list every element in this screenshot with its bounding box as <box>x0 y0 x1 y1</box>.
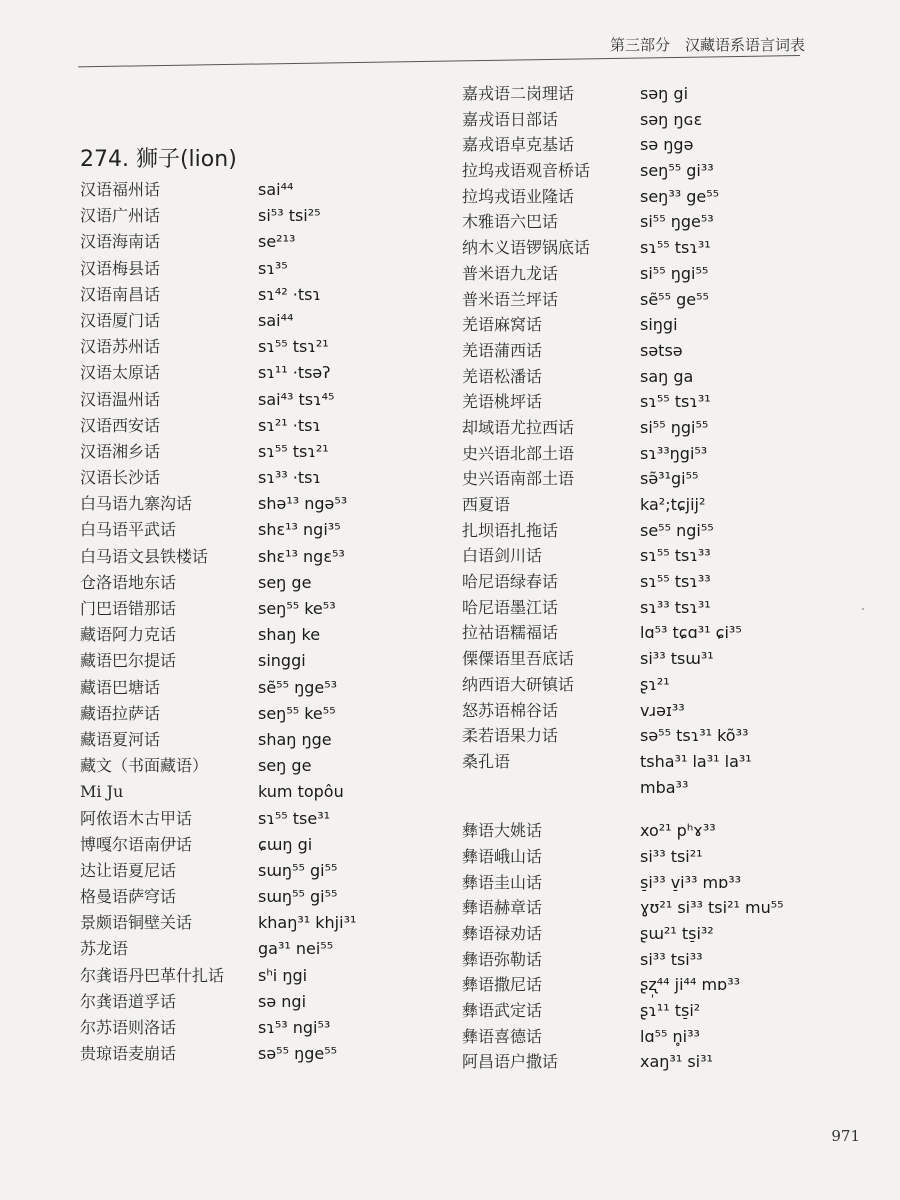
language-name: 博嘎尔语南伊话 <box>80 834 193 854</box>
language-name: 扎坝语扎拖话 <box>462 520 559 540</box>
word-form: kum topôu <box>258 782 344 802</box>
word-form: shə¹³ ngə⁵³ <box>258 494 348 514</box>
word-row <box>80 178 356 204</box>
word-row <box>462 108 784 134</box>
word-form: sɿ³³ ·tsɿ <box>258 468 321 488</box>
word-form: se⁵⁵ ngi⁵⁵ <box>640 520 714 540</box>
word-row <box>80 1016 356 1042</box>
language-name: 西夏语 <box>462 495 511 514</box>
language-name: 汉语福州话 <box>80 180 161 199</box>
word-form: xaŋ³¹ si³¹ <box>640 1052 713 1072</box>
word-row <box>462 133 784 159</box>
word-row <box>462 365 784 391</box>
word-row <box>462 442 784 468</box>
word-form: sətsə <box>640 340 683 360</box>
word-form: tsha³¹ la³¹ la³¹ <box>640 751 752 771</box>
word-form: sɿ⁵⁵ tse³¹ <box>258 808 331 828</box>
language-name: 苏龙语 <box>80 939 129 959</box>
word-form: seŋ³³ ge⁵⁵ <box>640 186 720 206</box>
word-row <box>462 493 784 519</box>
word-row <box>462 288 784 314</box>
word-form: ɕɯŋ gi <box>258 834 313 854</box>
word-form: singgi <box>258 651 306 671</box>
word-row <box>80 335 356 361</box>
right-column <box>462 82 784 1076</box>
word-row <box>80 911 356 937</box>
word-row <box>462 467 784 493</box>
language-name: 白马语九寨沟话 <box>80 494 193 514</box>
page-number: 971 <box>831 1127 860 1145</box>
word-form: si⁵⁵ ŋgi⁵⁵ <box>640 263 709 283</box>
word-form: ka²;tɕjij² <box>640 495 706 514</box>
word-form: si⁵⁵ ŋge⁵³ <box>640 212 714 232</box>
word-form: sẽ⁵⁵ ŋge⁵³ <box>258 677 338 697</box>
language-name: 藏语夏河话 <box>80 729 161 749</box>
word-row <box>80 807 356 833</box>
language-name: 汉语厦门话 <box>80 310 161 330</box>
language-name: 史兴语北部土语 <box>462 443 575 463</box>
entry-title: 274. 狮子(lion) <box>80 147 237 172</box>
word-form: si⁵⁵ ŋgi⁵⁵ <box>640 417 709 437</box>
word-form: sɿ³⁵ <box>258 258 288 278</box>
language-name: 汉语南昌话 <box>80 284 161 304</box>
word-form: sɿ⁵⁵ tsɿ²¹ <box>258 441 329 461</box>
word-row <box>462 236 784 262</box>
language-name: 傈僳语里吾底话 <box>462 649 575 669</box>
language-name: 彝语赫章话 <box>462 898 543 918</box>
word-row <box>80 492 356 518</box>
language-name: 彝语武定话 <box>462 1001 543 1021</box>
word-row <box>80 964 356 990</box>
word-row <box>462 999 784 1025</box>
language-name: 白语剑川话 <box>462 546 543 566</box>
word-row <box>80 230 356 256</box>
word-form: sɿ⁵⁵ tsɿ³³ <box>640 546 711 566</box>
running-header: 第三部分 汉藏语系语言词表 <box>609 36 805 54</box>
word-row <box>80 702 356 728</box>
word-form: sai⁴³ tsɿ⁴⁵ <box>258 389 335 409</box>
language-name: 贵琼语麦崩话 <box>80 1044 177 1064</box>
language-name: 嘉戎语卓克基话 <box>462 135 575 155</box>
word-form: saŋ ga <box>640 366 694 386</box>
word-form: seŋ⁵⁵ ke⁵³ <box>258 599 336 618</box>
language-name: 嘉戎语二岗理话 <box>462 84 575 103</box>
word-row <box>462 570 784 596</box>
word-form: sɿ⁵⁵ tsɿ²¹ <box>258 337 329 357</box>
language-name: 阿侬语木古甲话 <box>80 808 193 828</box>
word-row <box>462 647 784 673</box>
word-row <box>462 185 784 211</box>
language-name: 白马语平武话 <box>80 520 177 540</box>
language-name: 景颇语铜壁关话 <box>80 913 193 933</box>
left-column <box>80 178 356 1068</box>
word-form: sai⁴⁴ <box>258 180 294 199</box>
word-form: lɑ⁵⁵ n̥i³³ <box>640 1026 700 1046</box>
language-name: 哈尼语绿春话 <box>462 572 559 592</box>
language-name: 汉语广州话 <box>80 206 161 226</box>
language-name: 汉语温州话 <box>80 389 161 409</box>
word-form: sɿ³³ tsɿ³¹ <box>640 597 711 617</box>
language-name: 彝语撒尼话 <box>462 975 543 995</box>
language-name: 藏文（书面藏语） <box>80 756 209 776</box>
word-form: si³³ tsi²¹ <box>640 846 703 866</box>
word-form: sə̃³¹gi⁵⁵ <box>640 469 699 489</box>
word-form: seŋ⁵⁵ ke⁵⁵ <box>258 703 336 723</box>
word-row <box>462 416 784 442</box>
word-row <box>80 1042 356 1068</box>
word-row <box>462 948 784 974</box>
word-row <box>462 896 784 922</box>
word-form: sʰi ŋgi <box>258 965 308 985</box>
language-name: 藏语阿力克话 <box>80 625 177 645</box>
language-name: 汉语西安话 <box>80 415 161 435</box>
word-form: sɿ¹¹ ·tsəʔ <box>258 363 331 383</box>
word-row <box>462 82 784 108</box>
language-name: 尔龚语丹巴革什扎话 <box>80 965 225 985</box>
language-name: 格曼语萨穹话 <box>80 887 177 907</box>
language-name: 藏语拉萨话 <box>80 703 161 723</box>
word-row <box>462 262 784 288</box>
word-form: shɛ¹³ ngi³⁵ <box>258 520 341 540</box>
word-form: sɿ⁵⁵ tsɿ³¹ <box>640 238 711 258</box>
language-name: 藏语巴塘话 <box>80 677 161 697</box>
word-form: se²¹³ <box>258 232 296 252</box>
word-form: sai⁴⁴ <box>258 310 294 330</box>
word-row <box>80 545 356 571</box>
word-row <box>80 414 356 440</box>
language-name: 木雅语六巴话 <box>462 212 559 232</box>
language-name: 彝语峨山话 <box>462 846 543 866</box>
word-row <box>462 1050 784 1076</box>
language-name: 尔苏语则洛话 <box>80 1018 177 1037</box>
word-form: sẽ⁵⁵ ge⁵⁵ <box>640 289 709 309</box>
word-form: si⁵³ tsi²⁵ <box>258 206 321 226</box>
language-name: 哈尼语墨江话 <box>462 597 559 617</box>
word-row <box>462 313 784 339</box>
word-row <box>462 871 784 897</box>
word-row <box>80 571 356 597</box>
language-name: 彝语大姚话 <box>462 821 543 841</box>
word-form: vɹəɪ³³ <box>640 700 685 720</box>
word-row <box>462 845 784 871</box>
word-row <box>462 819 784 845</box>
word-row <box>462 390 784 416</box>
language-name: 普米语九龙话 <box>462 263 559 283</box>
language-name: 白马语文县铁楼话 <box>80 546 209 566</box>
word-row <box>462 1025 784 1051</box>
language-name: 汉语长沙话 <box>80 468 161 488</box>
word-row <box>80 754 356 780</box>
language-name: Mi Ju <box>80 782 124 802</box>
word-row <box>80 388 356 414</box>
language-name: 彝语喜德话 <box>462 1026 543 1046</box>
word-form: seŋ⁵⁵ gi³³ <box>640 161 714 181</box>
language-name: 尔龚语道孚话 <box>80 991 177 1011</box>
language-name: 纳西语大研镇话 <box>462 674 575 694</box>
language-name: 羌语麻窝话 <box>462 315 543 335</box>
word-row <box>462 544 784 570</box>
language-name: 拉坞戎语观音桥话 <box>462 161 591 181</box>
word-form: siŋgi <box>640 315 678 335</box>
word-row <box>80 283 356 309</box>
language-name: 史兴语南部土语 <box>462 469 575 489</box>
word-row <box>462 159 784 185</box>
word-form: si³³ tsɯ³¹ <box>640 649 714 669</box>
language-name: 汉语海南话 <box>80 232 161 252</box>
word-row <box>462 724 784 750</box>
word-form: sɿ²¹ ·tsɿ <box>258 415 321 435</box>
word-form: ɣʊ²¹ si³³ tsi²¹ mu⁵⁵ <box>640 898 784 918</box>
word-form: sə ŋgə <box>640 135 694 155</box>
language-name: 桑孔语 <box>462 751 511 771</box>
language-name: 羌语蒲西话 <box>462 340 543 360</box>
word-row <box>80 990 356 1016</box>
language-name: 汉语湘乡话 <box>80 441 161 461</box>
language-name: 嘉戎语日部话 <box>462 109 559 129</box>
word-form: shɛ¹³ ngɛ⁵³ <box>258 546 345 566</box>
word-form: sɯŋ⁵⁵ gi⁵⁵ <box>258 887 338 907</box>
word-row <box>462 973 784 999</box>
word-row <box>462 750 784 776</box>
group-spacer <box>462 801 784 819</box>
word-form: sə ngi <box>258 991 307 1011</box>
word-row <box>80 361 356 387</box>
word-form: səŋ gi <box>640 84 689 103</box>
word-form: sə⁵⁵ ŋge⁵⁵ <box>258 1044 338 1064</box>
word-row <box>462 621 784 647</box>
word-form: khaŋ³¹ khji³¹ <box>258 913 357 933</box>
word-form: sɿ⁴² ·tsɿ <box>258 284 321 304</box>
language-name: 汉语苏州话 <box>80 337 161 357</box>
language-name: 却域语尤拉西话 <box>462 417 575 437</box>
word-row <box>462 699 784 725</box>
word-row <box>462 596 784 622</box>
scan-speck <box>862 608 864 610</box>
word-form: shaŋ ke <box>258 625 321 645</box>
word-row <box>462 776 784 802</box>
word-row <box>462 922 784 948</box>
word-row <box>80 518 356 544</box>
word-row <box>80 204 356 230</box>
word-form: ʂɿ²¹ <box>640 674 670 694</box>
word-form: ʂʐ̩⁴⁴ ji⁴⁴ mɒ³³ <box>640 975 741 995</box>
word-row <box>80 440 356 466</box>
word-form: lɑ⁵³ tɕɑ³¹ ɕi³⁵ <box>640 623 742 643</box>
word-row <box>80 257 356 283</box>
word-form: seŋ ge <box>258 572 312 592</box>
word-row <box>80 859 356 885</box>
word-row <box>80 676 356 702</box>
word-row <box>80 649 356 675</box>
word-form: si³³ tsi³³ <box>640 949 703 969</box>
language-name: 柔若语果力话 <box>462 726 559 746</box>
word-row <box>462 673 784 699</box>
word-form: s̠i³³ v̠i³³ mɒ³³ <box>640 872 742 892</box>
word-form: səŋ ŋɢɛ <box>640 109 703 129</box>
word-row <box>80 623 356 649</box>
language-name: 仓洛语地东话 <box>80 572 177 592</box>
language-name: 彝语禄劝话 <box>462 924 543 943</box>
language-name: 门巴语错那话 <box>80 599 177 618</box>
word-form: xo²¹ pʰɤ³³ <box>640 821 716 841</box>
language-name: 汉语梅县话 <box>80 258 161 278</box>
word-form: sɿ⁵³ ngi⁵³ <box>258 1018 331 1037</box>
language-name: 达让语夏尼话 <box>80 860 177 880</box>
language-name: 阿昌语户撒话 <box>462 1052 559 1072</box>
word-form: sɿ³³ŋgi⁵³ <box>640 443 708 463</box>
word-row <box>80 728 356 754</box>
language-name: 纳木义语锣锅底话 <box>462 238 591 258</box>
word-row <box>80 833 356 859</box>
language-name: 彝语弥勒话 <box>462 949 543 969</box>
language-name: 汉语太原话 <box>80 363 161 383</box>
word-row <box>80 885 356 911</box>
word-form: sə⁵⁵ tsɿ³¹ kõ³³ <box>640 726 749 746</box>
language-name: 拉坞戎语业隆话 <box>462 186 575 206</box>
header-rule <box>78 55 800 67</box>
word-row <box>462 519 784 545</box>
language-name: 怒苏语棉谷话 <box>462 700 559 720</box>
word-row <box>462 339 784 365</box>
language-name: 羌语桃坪话 <box>462 392 543 412</box>
language-name: 拉祜语糯福话 <box>462 623 559 643</box>
word-form: sɯŋ⁵⁵ gi⁵⁵ <box>258 860 338 880</box>
word-form: ʂɿ¹¹ ts̠i² <box>640 1001 701 1021</box>
language-name: 彝语圭山话 <box>462 872 543 892</box>
word-row <box>80 937 356 963</box>
word-row <box>80 597 356 623</box>
word-form: mba³³ <box>640 777 689 797</box>
word-form: seŋ ge <box>258 756 312 776</box>
language-name: 藏语巴尔提话 <box>80 651 177 671</box>
word-row <box>80 309 356 335</box>
language-name: 普米语兰坪话 <box>462 289 559 309</box>
word-form: sɿ⁵⁵ tsɿ³¹ <box>640 392 711 412</box>
word-row <box>80 466 356 492</box>
word-form: sɿ⁵⁵ tsɿ³³ <box>640 572 711 592</box>
word-form: ga³¹ nei⁵⁵ <box>258 939 334 959</box>
language-name: 羌语松潘话 <box>462 366 543 386</box>
word-row <box>462 210 784 236</box>
word-form: shaŋ ŋge <box>258 729 332 749</box>
word-form: ʂɯ²¹ ts̠i³² <box>640 924 714 943</box>
word-row <box>80 780 356 806</box>
